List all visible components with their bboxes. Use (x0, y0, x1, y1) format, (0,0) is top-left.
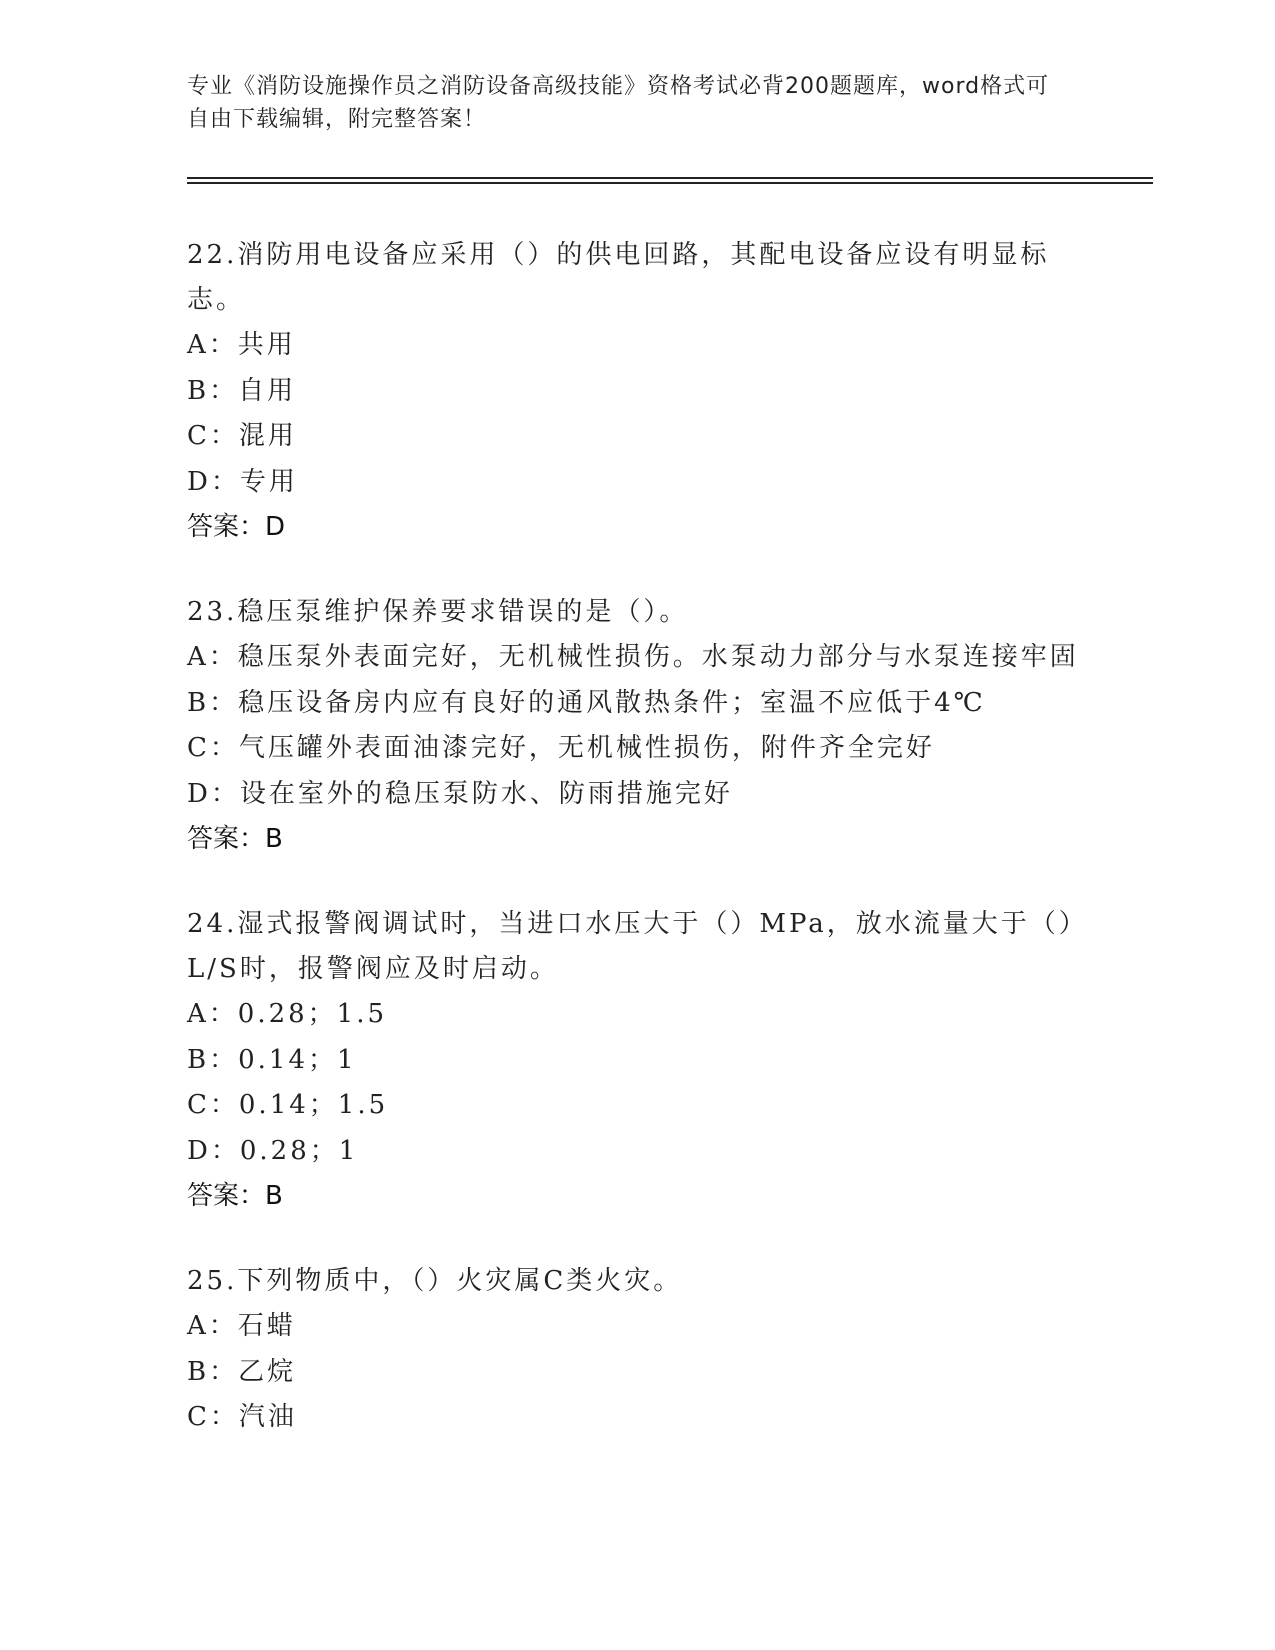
question-option: B：自用 (187, 375, 297, 406)
question-option: B：0.14；1 (187, 1044, 357, 1075)
question-option: C：汽油 (187, 1402, 297, 1432)
answer-label: 答案： (187, 824, 266, 854)
question-block (187, 902, 1087, 1219)
document-header: 专业《消防设施操作员之消防设备高级技能》资格考试必背200题题库，word格式可自由下载编辑，附完整答案！ (187, 74, 1050, 132)
header-divider-top (187, 177, 1153, 179)
question-option: B：稳压设备房内应有良好的通风散热条件；室温不应低于4℃ (187, 687, 986, 718)
question-option: D：0.28；1 (187, 1135, 359, 1166)
question-option: D：专用 (187, 466, 298, 497)
question-block (187, 233, 1087, 550)
answer-label: 答案： (187, 512, 266, 542)
question-stem: 25.下列物质中，（）火灾属C类火灾。 (187, 1266, 683, 1296)
question-answer (187, 1174, 1087, 1219)
question-option: D：设在室外的稳压泵防水、防雨措施完好 (187, 778, 733, 809)
question-stem: 24.湿式报警阀调试时，当进口水压大于（）MPa，放水流量大于（）L/S时，报警阀应及时启动。 (187, 909, 1075, 984)
question-option: C：气压罐外表面油漆完好，无机械性损伤，附件齐全完好 (187, 733, 935, 763)
question-option: A：共用 (187, 330, 296, 360)
question-stem: 22.消防用电设备应采用（）的供电回路，其配电设备应设有明显标志。 (187, 240, 1050, 315)
question-option: C：混用 (187, 421, 297, 451)
answer-value: B (265, 1181, 283, 1211)
answer-label: 答案： (187, 1181, 266, 1211)
answer-value: B (265, 824, 283, 854)
header-divider-bottom (187, 182, 1153, 184)
question-stem: 23.稳压泵维护保养要求错误的是（）。 (187, 597, 689, 627)
answer-value: D (265, 512, 286, 542)
question-option: B：乙烷 (187, 1356, 297, 1387)
question-option: A：石蜡 (187, 1311, 296, 1341)
question-block (187, 590, 1087, 862)
question-option: C：0.14；1.5 (187, 1090, 389, 1120)
question-list (187, 233, 1087, 1481)
question-answer (187, 817, 1087, 862)
question-option: A：0.28；1.5 (187, 999, 388, 1029)
question-answer (187, 505, 1087, 550)
question-block (187, 1259, 1087, 1441)
question-option: A：稳压泵外表面完好，无机械性损伤。水泵动力部分与水泵连接牢固 (187, 642, 1079, 672)
